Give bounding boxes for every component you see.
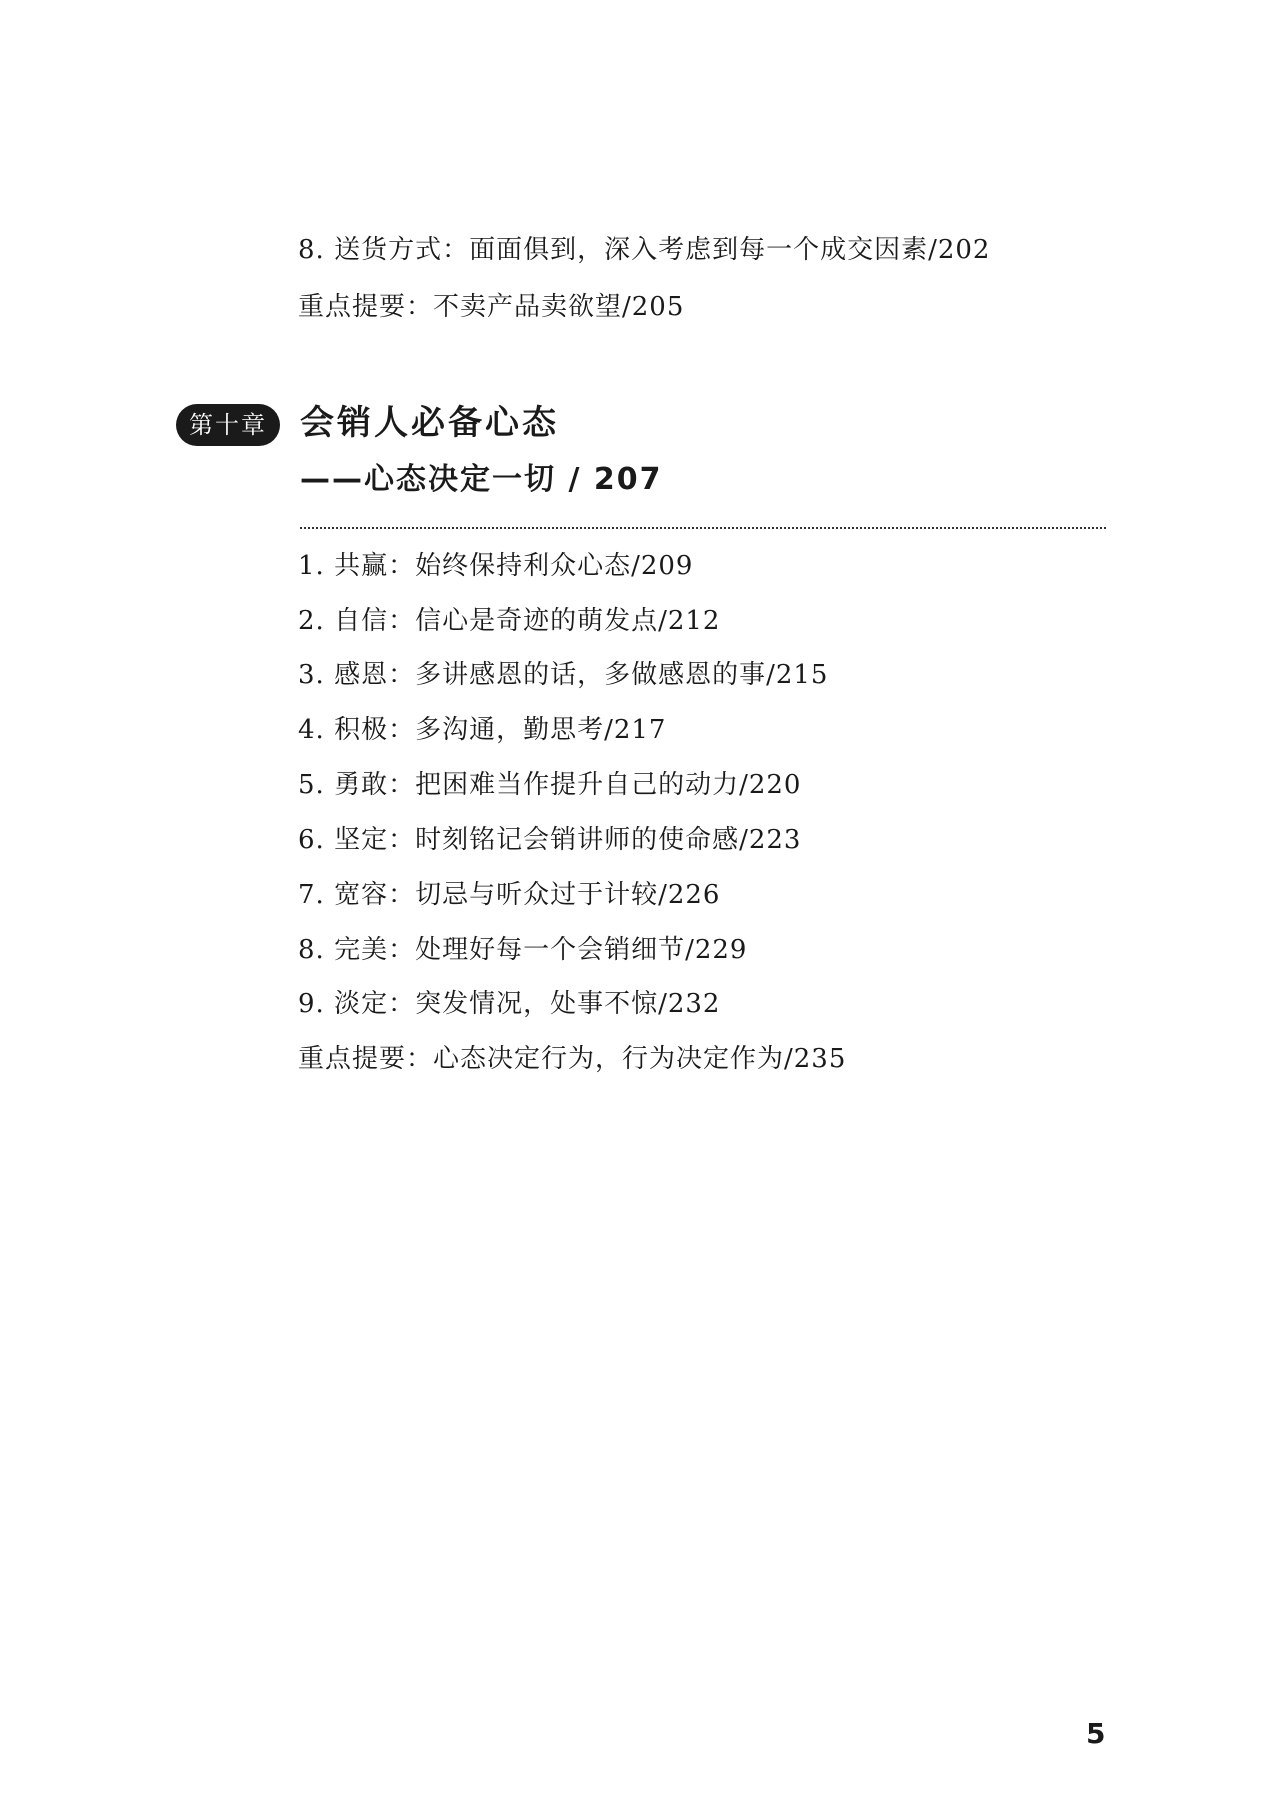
toc-summary-entry: 重点提要：心态决定行为，行为决定作为/235	[298, 1044, 847, 1074]
toc-entry: 8. 送货方式：面面俱到，深入考虑到每一个成交因素/202	[298, 235, 991, 265]
toc-entry: 7. 宽容：切忌与听众过于计较/226	[298, 880, 721, 910]
toc-entry: 3. 感恩：多讲感恩的话，多做感恩的事/215	[298, 660, 829, 690]
page-number: 5	[1086, 1717, 1106, 1750]
chapter-badge: 第十章	[176, 404, 280, 446]
toc-summary-entry: 重点提要：不卖产品卖欲望/205	[298, 292, 685, 322]
toc-entry: 4. 积极：多沟通，勤思考/217	[298, 715, 667, 745]
toc-entry: 6. 坚定：时刻铭记会销讲师的使命感/223	[298, 825, 802, 855]
toc-entry: 2. 自信：信心是奇迹的萌发点/212	[298, 606, 721, 636]
toc-entry: 9. 淡定：突发情况，处事不惊/232	[298, 989, 721, 1019]
toc-entry: 1. 共赢：始终保持利众心态/209	[298, 551, 694, 581]
toc-entry: 8. 完美：处理好每一个会销细节/229	[298, 935, 748, 965]
toc-entry: 5. 勇敢：把困难当作提升自己的动力/220	[298, 770, 802, 800]
chapter-title: 会销人必备心态	[300, 403, 559, 443]
dotted-divider	[300, 527, 1106, 529]
chapter-subtitle: ——心态决定一切 / 207	[300, 462, 663, 497]
